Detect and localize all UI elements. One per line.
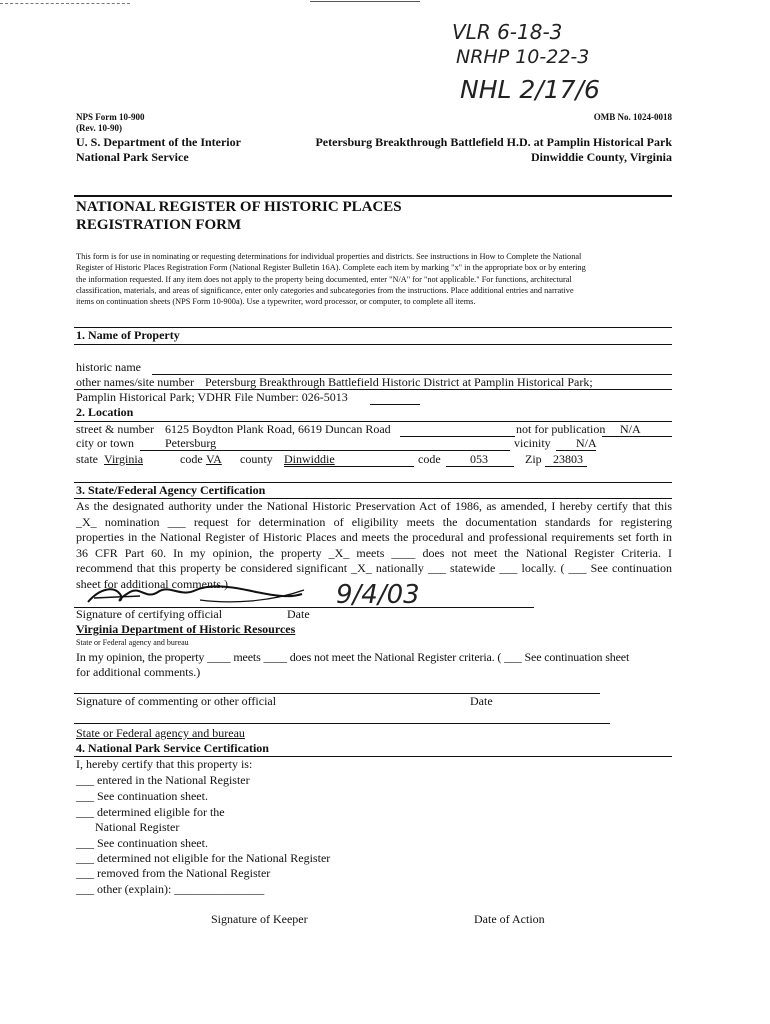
street-field[interactable]	[400, 436, 515, 437]
instructions-line: the information requested. If any item does not apply to the property being documented, enter "N/A" for "not applicable." For functions, architectural	[76, 274, 572, 284]
nps-option[interactable]: ___ determined eligible for the	[76, 805, 225, 819]
state-label: state	[76, 452, 98, 466]
other-names-cont-field[interactable]	[370, 404, 420, 405]
state-value: Virginia	[104, 452, 144, 466]
instructions	[76, 251, 672, 307]
handwritten-note-nhl: NHL 2/17/6	[460, 75, 600, 104]
form-revision: (Rev. 10-90)	[76, 123, 122, 133]
section4-intro: I, hereby certify that this property is:	[76, 757, 253, 771]
section4-heading: 4. National Park Service Certification	[76, 741, 269, 755]
form-title: NATIONAL REGISTER OF HISTORIC PLACES	[76, 199, 402, 215]
county-value: Dinwiddie	[284, 452, 335, 466]
date-of-action-label: Date of Action	[474, 912, 545, 926]
historic-name-label: historic name	[76, 360, 141, 374]
county-state-header: Dinwiddie County, Virginia	[530, 150, 672, 164]
vicinity-value: N/A	[576, 436, 597, 450]
form-subtitle: REGISTRATION FORM	[76, 217, 242, 233]
section3-heading: 3. State/Federal Agency Certification	[76, 483, 266, 497]
certification-line: properties in the National Register of Historic Places and meets the procedural and professional requirements set forth in	[76, 530, 672, 544]
section2-heading: 2. Location	[76, 405, 134, 419]
handwritten-note-nrhp: NRHP 10-22-3	[456, 46, 590, 68]
certification-line: _X_ nomination ___ request for determination of eligibility meets the documentation standards for registering	[76, 514, 672, 529]
signature-date: 9/4/03	[336, 580, 420, 610]
agency-name: Virginia Department of Historic Resources	[76, 622, 296, 636]
nps-option[interactable]: ___ See continuation sheet.	[76, 789, 208, 803]
agency2-label: State or Federal agency and bureau	[76, 726, 245, 740]
not-for-publication-label: not for publication	[516, 422, 606, 436]
state-code-value: VA	[206, 452, 222, 466]
zip-value: 23803	[553, 452, 583, 466]
department-name: U. S. Department of the Interior	[76, 135, 241, 149]
agency2-line	[74, 723, 610, 724]
omb-number: OMB No. 1024-0018	[593, 112, 672, 122]
street-value: 6125 Boydton Plank Road, 6619 Duncan Road	[165, 422, 391, 436]
county-code-label: code	[418, 452, 441, 466]
nps-option-cont: National Register	[95, 820, 180, 834]
opinion-statement-cont: for additional comments.)	[76, 665, 201, 679]
certification-line: sheet for additional comments.)	[76, 576, 228, 591]
instructions-line: items on continuation sheets (NPS Form 10-900a). Use a typewriter, word processor, or computer, to complete all items.	[76, 297, 476, 307]
nps-option[interactable]: ___ entered in the National Register	[76, 773, 250, 787]
commenting-date-label: Date	[470, 694, 493, 708]
opinion-statement: In my opinion, the property ____ meets ____ does not meet the National Register criteria. ( ___ See continuation sheet	[76, 650, 630, 664]
certification-line: 36 CFR Part 60. In my opinion, the property _X_ meets ____ does not meet the National Register Criteria. I	[76, 545, 672, 560]
county-code-value: 053	[470, 452, 488, 466]
instructions-line: classification, materials, and areas of significance, enter only categories and subcategories from the instructions. Place additional entries and narrative	[76, 285, 574, 295]
other-names-value: Petersburg Breakthrough Battlefield Historic District at Pamplin Historical Park;	[205, 375, 593, 389]
city-label: city or town	[76, 436, 134, 450]
section1-heading: 1. Name of Property	[76, 328, 180, 342]
certification-line: recommend that this property be considered significant _X_ nationally ___ statewide ___ locally. ( ___ See continuation	[76, 561, 672, 575]
property-title-header: Petersburg Breakthrough Battlefield H.D. at Pamplin Historical Park	[315, 135, 672, 149]
agency-caption: State or Federal agency and bureau	[76, 638, 189, 647]
keeper-signature-label: Signature of Keeper	[211, 912, 308, 926]
vicinity-label: Vicinity	[514, 436, 551, 450]
county-field[interactable]	[284, 466, 414, 467]
state-code-label: code	[180, 452, 203, 466]
instructions-line: Register of Historic Places Registration Form (National Register Bulletin 16A). Complete each item by marking "x" in the appropriate box or by entering	[76, 263, 586, 273]
handwritten-note-vlr: VLR 6-18-3	[452, 20, 563, 44]
title-top-rule	[74, 195, 672, 197]
scan-edge-line	[0, 3, 130, 4]
section1-heading-rule	[74, 344, 672, 345]
city-value: Petersburg	[165, 436, 217, 450]
form-number: NPS Form 10-900	[76, 112, 145, 122]
nps-option[interactable]: ___ other (explain): _______________	[76, 882, 265, 896]
certification-line: As the designated authority under the National Historic Preservation Act of 1986, as amended, I hereby certify that this	[76, 499, 672, 513]
signature-date-label: Date	[287, 607, 310, 621]
instructions-line: This form is for use in nominating or requesting determinations for individual properties and districts. See instructions in How to Complete the National	[76, 252, 582, 261]
street-label: street & number	[76, 422, 154, 436]
nps-option[interactable]: ___ See continuation sheet.	[76, 836, 208, 850]
certification-paragraph	[76, 499, 672, 592]
signature-certifying-label: Signature of certifying official	[76, 607, 223, 621]
service-name: National Park Service	[76, 150, 189, 164]
not-for-publication-value: N/A	[620, 422, 641, 436]
other-names-label: other names/site number	[76, 375, 194, 389]
other-names-continued: Pamplin Historical Park; VDHR File Number: 026-5013	[76, 390, 348, 404]
certifying-official-signature	[80, 580, 310, 610]
scan-edge-line	[310, 1, 420, 2]
nps-option[interactable]: ___ determined not eligible for the National Register	[76, 851, 331, 865]
county-label: county	[240, 452, 273, 466]
nps-option[interactable]: ___ removed from the National Register	[76, 866, 271, 880]
commenting-signature-label: Signature of commenting or other official	[76, 694, 277, 708]
zip-label: Zip	[525, 452, 542, 466]
